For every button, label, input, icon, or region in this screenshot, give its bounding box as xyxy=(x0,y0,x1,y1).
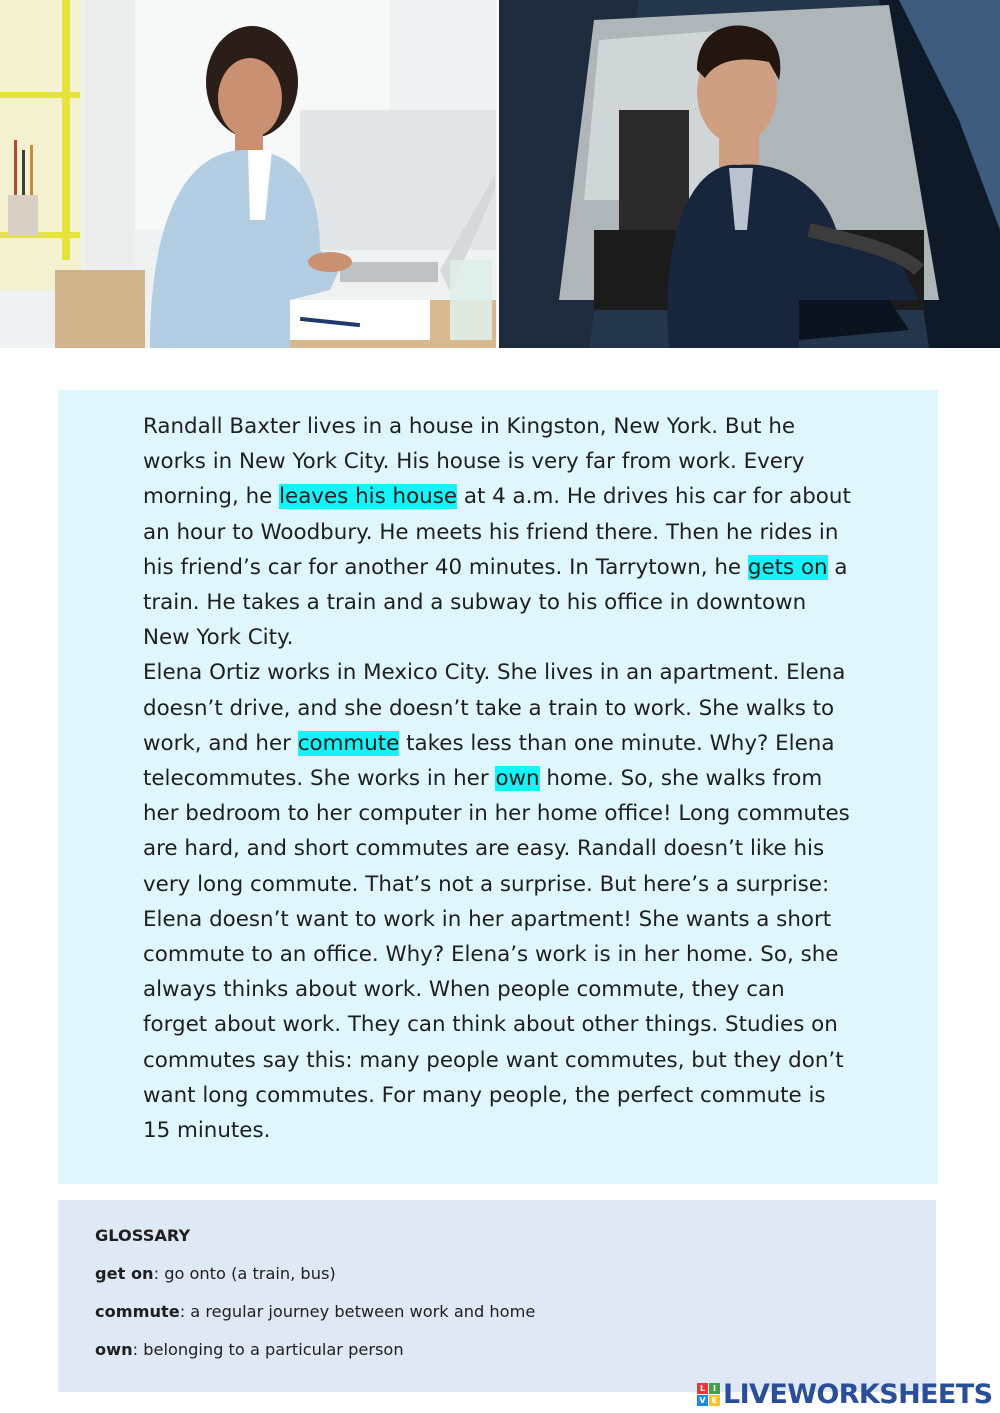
woman-at-laptop-photo xyxy=(0,0,496,348)
highlighted-term: own xyxy=(495,766,540,792)
highlighted-term: commute xyxy=(297,730,400,756)
watermark-text: LIVEWORKSHEETS xyxy=(723,1378,993,1410)
glossary-item xyxy=(95,1340,936,1359)
logo-letter-v: V xyxy=(697,1395,708,1406)
highlighted-term: leaves his house xyxy=(279,484,458,510)
glossary-item xyxy=(95,1302,936,1321)
glossary-term: commute xyxy=(95,1302,180,1321)
glossary-definition: : belonging to a particular person xyxy=(132,1340,404,1359)
glossary-definition: : go onto (a train, bus) xyxy=(153,1264,336,1283)
liveworksheets-watermark xyxy=(697,1378,992,1410)
paragraph-randall xyxy=(143,409,918,655)
glossary-item xyxy=(95,1264,936,1283)
logo-letter-l: L xyxy=(697,1383,708,1394)
text-segment: at 4 a.m. He drives his car for about an hour to Woodbury. He meets his friend there. Then he rides in his friend’s car for another 40 minutes. In Tarrytown, he xyxy=(143,484,851,580)
paragraph-elena xyxy=(143,655,918,1148)
logo-letter-i: I xyxy=(709,1383,720,1394)
glossary-box xyxy=(58,1200,936,1392)
text-segment: home. So, she walks from her bedroom to her computer in her home office! Long commutes are hard, and short commutes are easy. Randall doesn’t like his very long commute. That’s not a surprise. But here’s a surprise: Elena doesn’t want to work in her apartment! She wants a short commute to an office. Why? Elena’s work is in her home. So, she always thinks about work. When people commute, they can forget about work. They can think about other things. Studies on commutes say this: many people want commutes, but they don’t want long commutes. For many people, the perfect commute is 15 minutes. xyxy=(143,766,850,1144)
text-segment: Randall Baxter lives in a house in Kingston, New York. But he works in New York City. His house is very far from work. Every morning, he xyxy=(143,414,805,510)
text-segment: Elena Ortiz works in Mexico City. She lives in an apartment. Elena doesn’t drive, and she doesn’t take a train to work. She walks to work, and her xyxy=(143,660,846,756)
glossary-title: GLOSSARY xyxy=(95,1226,191,1245)
text-segment: takes less than one minute. Why? Elena telecommutes. She works in her xyxy=(143,730,835,792)
man-driving-car-photo xyxy=(499,0,1000,348)
glossary-term: get on xyxy=(95,1264,154,1283)
glossary-term: own xyxy=(95,1340,133,1359)
reading-passage xyxy=(58,390,938,1184)
text-segment: a train. He takes a train and a subway to his office in downtown New York City. xyxy=(143,554,848,651)
highlighted-term: gets on xyxy=(747,554,828,580)
liveworksheets-logo-icon xyxy=(697,1383,720,1406)
logo-letter-e: E xyxy=(709,1395,720,1406)
glossary-definition: : a regular journey between work and home xyxy=(179,1302,536,1321)
